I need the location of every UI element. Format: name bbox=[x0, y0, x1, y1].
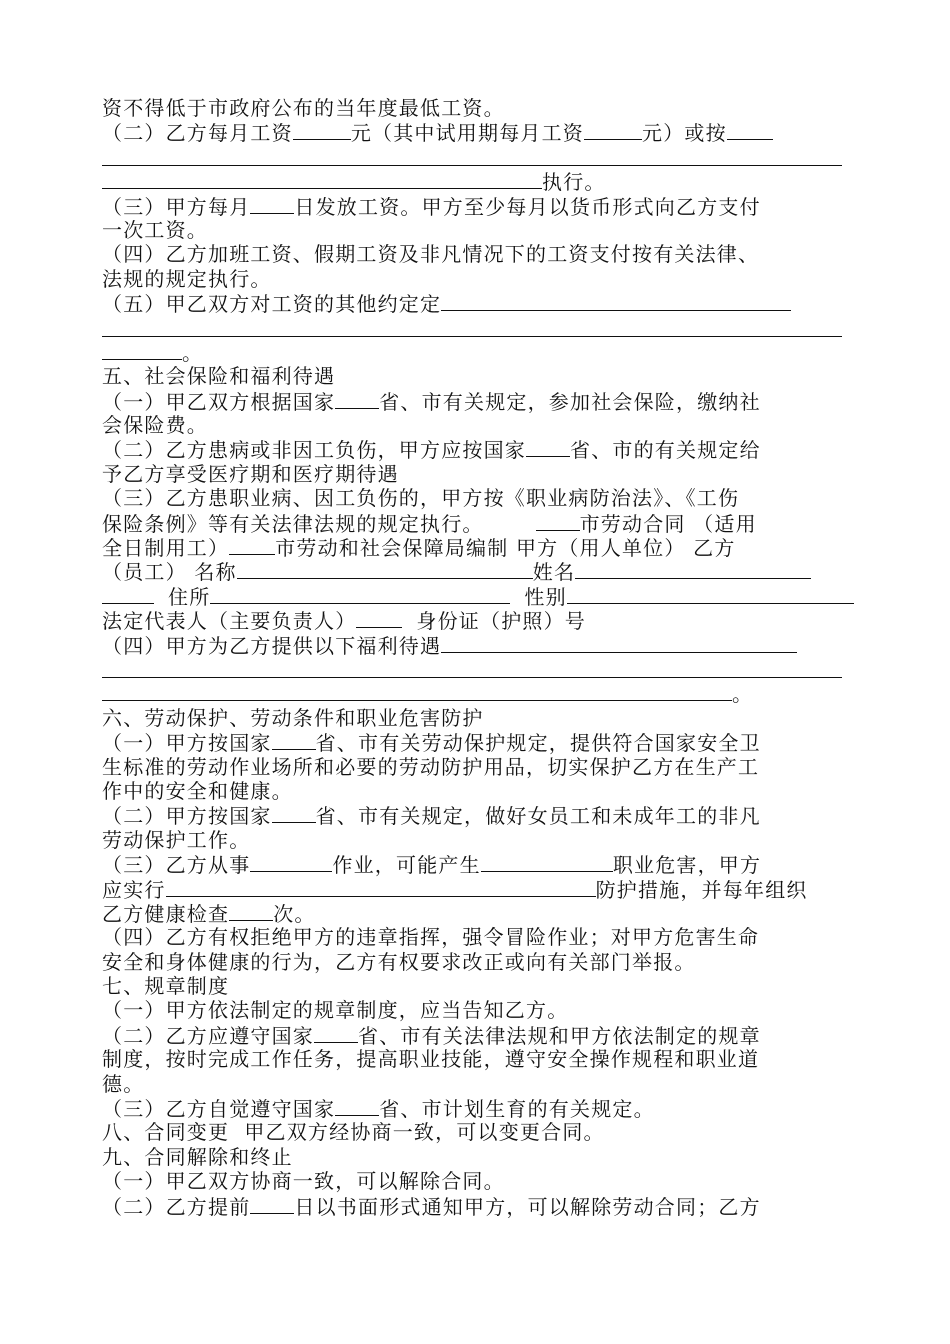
blank-field[interactable] bbox=[250, 194, 294, 214]
text-line: （一）甲方按国家 省、市有关劳动保护规定，提供符合国家安全卫 bbox=[102, 731, 761, 755]
text-line: 德。 bbox=[102, 1071, 145, 1096]
text-line: 住所 性别 bbox=[102, 584, 854, 608]
section-heading: 五、社会保险和福利待遇 bbox=[102, 364, 336, 389]
blank-field[interactable] bbox=[584, 120, 642, 140]
text-line: （四）乙方加班工资、假期工资及非凡情况下的工资支付按有关法律、 bbox=[102, 242, 760, 267]
text-line: （四）甲方为乙方提供以下福利待遇 bbox=[102, 633, 854, 657]
text-line: 乙方健康检查 次。 bbox=[102, 901, 316, 926]
blank-field[interactable] bbox=[441, 633, 797, 653]
text-line: 劳动保护工作。 bbox=[102, 827, 251, 852]
contract-page bbox=[102, 96, 854, 1218]
blank-field[interactable] bbox=[356, 608, 402, 628]
text-line: 予乙方享受医疗期和医疗期待遇 bbox=[102, 461, 399, 486]
text-line: 应实行 防护措施，并每年组织 bbox=[102, 877, 808, 901]
text-line: 全日制用工） 市劳动和社会保障局编制 甲方（用人单位） 乙方 bbox=[102, 536, 736, 560]
text-line: （三）乙方患职业病、因工负伤的，甲方按《职业病防治法》、《工伤 bbox=[102, 486, 740, 511]
blank-field[interactable] bbox=[229, 535, 275, 555]
text-line: （三）甲方每月 日发放工资。甲方至少每月以货币形式向乙方支付 bbox=[102, 194, 761, 218]
blank-field[interactable] bbox=[536, 511, 580, 531]
blank-field[interactable] bbox=[727, 120, 773, 140]
blank-field[interactable] bbox=[237, 559, 533, 579]
text-line: （三）乙方从事 作业，可能产生 职业危害，甲方 bbox=[102, 853, 762, 877]
blank-field[interactable] bbox=[229, 901, 273, 921]
text-line: 生标准的劳动作业场所和必要的劳动防护用品，切实保护乙方在生产工 bbox=[102, 754, 760, 779]
text-line: 法规的规定执行。 bbox=[102, 266, 272, 291]
blank-field[interactable] bbox=[102, 681, 732, 701]
text-line: （二）乙方应遵守国家 省、市有关法律法规和甲方依法制定的规章 bbox=[102, 1023, 761, 1048]
text-line: 制度，按时完成工作任务，提高职业技能，遵守安全操作规程和职业道 bbox=[102, 1047, 760, 1072]
text-line: （二）甲方按国家 省、市有关规定，做好女员工和未成年工的非凡 bbox=[102, 804, 761, 828]
text-line: 作中的安全和健康。 bbox=[102, 778, 293, 803]
blank-field[interactable] bbox=[250, 852, 332, 872]
blank-field[interactable] bbox=[526, 437, 570, 457]
blank-field[interactable] bbox=[567, 584, 854, 604]
section-heading: 七、规章制度 bbox=[102, 974, 230, 999]
blank-field[interactable] bbox=[441, 291, 791, 311]
text-line: （四）乙方有权拒绝甲方的违章指挥，强令冒险作业；对甲方危害生命 bbox=[102, 925, 760, 950]
text-line: 法定代表人（主要负责人） 身份证（护照）号 bbox=[102, 609, 587, 633]
text-line bbox=[102, 316, 854, 340]
blank-field[interactable] bbox=[481, 852, 613, 872]
text-line: （一）甲方依法制定的规章制度，应当告知乙方。 bbox=[102, 998, 569, 1023]
section-heading: 九、合同解除和终止 bbox=[102, 1144, 293, 1169]
blank-field[interactable] bbox=[272, 803, 316, 823]
blank-field[interactable] bbox=[314, 1023, 358, 1043]
blank-field[interactable] bbox=[272, 730, 316, 750]
blank-line[interactable] bbox=[102, 145, 842, 166]
text-line: 。 bbox=[102, 340, 854, 364]
section-heading: 六、劳动保护、劳动条件和职业危害防护 bbox=[102, 705, 484, 730]
text-line: （二）乙方每月工资 元（其中试用期每月工资 元）或按 bbox=[102, 120, 854, 144]
text-line: 一次工资。 bbox=[102, 217, 208, 242]
text-line: （员工） 名称 姓名 bbox=[102, 559, 854, 583]
blank-field[interactable] bbox=[102, 169, 542, 189]
text-line: （一）甲乙双方根据国家 省、市有关规定，参加社会保险，缴纳社 bbox=[102, 389, 761, 414]
text-line: 安全和身体健康的行为，乙方有权要求改正或向有关部门举报。 bbox=[102, 949, 696, 974]
text-line: （五）甲乙双方对工资的其他约定定 bbox=[102, 291, 854, 315]
blank-field[interactable] bbox=[335, 1096, 379, 1116]
blank-field[interactable] bbox=[166, 877, 596, 897]
blank-field[interactable] bbox=[250, 1194, 294, 1214]
blank-field[interactable] bbox=[102, 340, 182, 360]
text-line: （三）乙方自觉遵守国家 省、市计划生育的有关规定。 bbox=[102, 1097, 655, 1121]
text-line: 资不得低于市政府公布的当年度最低工资。 bbox=[102, 96, 505, 120]
text-line: （一）甲乙双方协商一致，可以解除合同。 bbox=[102, 1169, 505, 1194]
blank-field[interactable] bbox=[293, 120, 351, 140]
blank-line[interactable] bbox=[102, 316, 842, 337]
text-line bbox=[102, 145, 854, 169]
text-line: 会保险费。 bbox=[102, 413, 208, 438]
text-line: （二）乙方患病或非因工负伤，甲方应按国家 省、市的有关规定给 bbox=[102, 438, 761, 462]
blank-field[interactable] bbox=[102, 584, 154, 604]
blank-field[interactable] bbox=[210, 584, 510, 604]
text-line: 保险条例》等有关法律法规的规定执行。 市劳动合同 （适用 bbox=[102, 511, 757, 536]
section-heading: 八、合同变更 甲乙双方经协商一致，可以变更合同。 bbox=[102, 1120, 605, 1145]
text-line: 。 bbox=[102, 681, 854, 705]
text-line: （二）乙方提前 日以书面形式通知甲方，可以解除劳动合同；乙方 bbox=[102, 1194, 761, 1218]
blank-field[interactable] bbox=[335, 389, 379, 409]
blank-field[interactable] bbox=[575, 559, 811, 579]
text-line bbox=[102, 657, 854, 681]
blank-line[interactable] bbox=[102, 657, 842, 678]
text-line: 执行。 bbox=[102, 169, 854, 193]
